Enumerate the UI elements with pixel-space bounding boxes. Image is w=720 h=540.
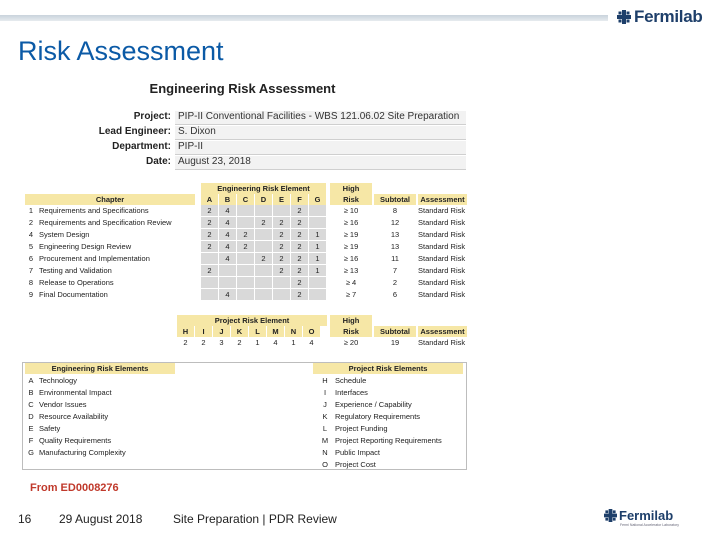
high-risk-threshold: ≥ 19 [343, 242, 359, 251]
eng-score [237, 265, 254, 276]
row-number: 8 [28, 278, 34, 287]
proj-high-risk-threshold: ≥ 20 [343, 338, 359, 347]
proj-col-J: J [213, 326, 230, 337]
eng-score: 2 [237, 229, 254, 240]
eng-score [237, 253, 254, 264]
eng-score [309, 205, 326, 216]
eng-legend-key: A [28, 376, 34, 385]
eng-score: 2 [201, 265, 218, 276]
high-risk-threshold: ≥ 16 [343, 218, 359, 227]
page-title: Risk Assessment [18, 36, 224, 66]
subtotal-value: 13 [390, 242, 400, 251]
eng-legend-key: D [28, 412, 34, 421]
eng-score: 2 [273, 229, 290, 240]
meta-value: S. Dixon [175, 126, 466, 140]
high-risk-header-2: Risk [330, 194, 372, 205]
proj-assessment-header: Assessment [418, 326, 467, 337]
page-number: 16 [18, 512, 32, 526]
eng-score: 4 [219, 229, 236, 240]
eng-score: 2 [273, 253, 290, 264]
eng-score [255, 205, 272, 216]
header-rule [0, 15, 608, 21]
proj-col-H: H [177, 326, 194, 337]
proj-col-N: N [285, 326, 302, 337]
eng-score [219, 277, 236, 288]
eng-score [273, 289, 290, 300]
proj-legend-label: Project Cost [335, 460, 376, 469]
eng-legend-label: Environmental Impact [39, 388, 112, 397]
proj-legend-key: N [322, 448, 328, 457]
eng-score: 1 [309, 229, 326, 240]
eng-score: 1 [309, 241, 326, 252]
proj-score: 4 [273, 338, 278, 347]
row-number: 2 [28, 218, 34, 227]
subtotal-value: 8 [392, 206, 398, 215]
chapter-header: Chapter [25, 194, 195, 205]
eng-group-header: Engineering Risk Element [201, 183, 326, 194]
eng-score: 2 [291, 241, 308, 252]
subtotal-value: 7 [392, 266, 398, 275]
fermilab-mark-icon [604, 509, 617, 522]
proj-score: 3 [219, 338, 224, 347]
eng-score: 1 [309, 265, 326, 276]
footer-text: Site Preparation | PDR Review [173, 512, 337, 526]
row-number: 5 [28, 242, 34, 251]
eng-score: 2 [201, 241, 218, 252]
eng-score: 2 [255, 217, 272, 228]
eng-score [255, 277, 272, 288]
eng-score: 2 [291, 205, 308, 216]
eng-score [219, 265, 236, 276]
high-risk-threshold: ≥ 13 [343, 266, 359, 275]
eng-score: 2 [291, 265, 308, 276]
eng-score: 2 [273, 217, 290, 228]
eng-score [237, 277, 254, 288]
proj-high-risk-header: High [330, 315, 372, 326]
proj-score: 2 [237, 338, 242, 347]
chapter-name: Engineering Design Review [39, 242, 132, 251]
proj-legend-key: O [322, 460, 328, 469]
proj-group-header: Project Risk Element [177, 315, 327, 326]
eng-score: 4 [219, 217, 236, 228]
meta-row [17, 141, 468, 155]
eng-score [255, 229, 272, 240]
proj-subtotal-value: 19 [390, 338, 400, 347]
eng-col-A: A [201, 194, 218, 205]
eng-legend-header: Engineering Risk Elements [25, 363, 175, 374]
row-number: 9 [28, 290, 34, 299]
eng-score: 4 [219, 241, 236, 252]
meta-row [17, 126, 468, 140]
assessment-header: Assessment [418, 194, 467, 205]
proj-col-O: O [303, 326, 320, 337]
eng-score: 2 [291, 277, 308, 288]
proj-legend-label: Interfaces [335, 388, 368, 397]
eng-legend-label: Resource Availability [39, 412, 109, 421]
eng-score [255, 265, 272, 276]
fermilab-mark-icon [617, 10, 631, 24]
assessment-value: Standard Risk [418, 290, 466, 299]
eng-score [237, 289, 254, 300]
high-risk-threshold: ≥ 16 [343, 254, 359, 263]
eng-score [309, 277, 326, 288]
meta-label: Date: [145, 156, 171, 167]
eng-col-B: B [219, 194, 236, 205]
eng-score: 2 [201, 229, 218, 240]
meta-label: Lead Engineer: [98, 126, 171, 137]
chapter-name: Release to Operations [39, 278, 114, 287]
sheet-title: Engineering Risk Assessment [149, 81, 336, 96]
eng-legend-label: Technology [39, 376, 77, 385]
footer-logo-subtitle: Fermi National Accelerator Laboratory [620, 523, 679, 527]
assessment-value: Standard Risk [418, 230, 466, 239]
row-number: 1 [28, 206, 34, 215]
assessment-value: Standard Risk [418, 242, 466, 251]
eng-legend-key: E [28, 424, 34, 433]
proj-score: 1 [291, 338, 296, 347]
high-risk-threshold: ≥ 7 [345, 290, 357, 299]
proj-col-M: M [267, 326, 284, 337]
eng-score: 2 [255, 253, 272, 264]
eng-score: 2 [201, 217, 218, 228]
eng-score [309, 217, 326, 228]
proj-legend-key: K [322, 412, 328, 421]
eng-legend-key: B [28, 388, 34, 397]
meta-value: August 23, 2018 [175, 156, 466, 170]
eng-score: 2 [273, 241, 290, 252]
chapter-name: Testing and Validation [39, 266, 112, 275]
fermilab-wordmark: Fermilab [634, 7, 703, 26]
eng-score [201, 253, 218, 264]
subtotal-value: 12 [390, 218, 400, 227]
chapter-name: System Design [39, 230, 90, 239]
row-number: 4 [28, 230, 34, 239]
proj-score: 4 [309, 338, 314, 347]
eng-col-C: C [237, 194, 254, 205]
fermilab-logo [617, 7, 702, 27]
row-number: 6 [28, 254, 34, 263]
eng-score [273, 277, 290, 288]
proj-legend-label: Project Funding [335, 424, 388, 433]
proj-legend-key: I [323, 388, 327, 397]
eng-score [201, 289, 218, 300]
meta-row [17, 156, 468, 170]
eng-col-E: E [273, 194, 290, 205]
eng-score [201, 277, 218, 288]
high-risk-threshold: ≥ 4 [345, 278, 357, 287]
eng-legend-key: F [28, 436, 34, 445]
eng-col-G: G [309, 194, 326, 205]
source-reference: From ED0008276 [30, 482, 119, 494]
chapter-name: Procurement and Implementation [39, 254, 150, 263]
meta-label: Project: [133, 111, 171, 122]
eng-score [237, 205, 254, 216]
assessment-value: Standard Risk [418, 266, 466, 275]
proj-score: 2 [201, 338, 206, 347]
eng-legend-key: C [28, 400, 34, 409]
eng-legend-label: Safety [39, 424, 61, 433]
eng-score: 4 [219, 253, 236, 264]
eng-legend-key: G [28, 448, 34, 457]
eng-score: 4 [219, 205, 236, 216]
eng-legend-label: Quality Requirements [39, 436, 112, 445]
eng-score: 1 [309, 253, 326, 264]
eng-legend-label: Manufacturing Complexity [39, 448, 126, 457]
proj-legend-key: L [322, 424, 328, 433]
proj-legend-label: Experience / Capability [335, 400, 412, 409]
subtotal-value: 2 [392, 278, 398, 287]
proj-score: 2 [183, 338, 188, 347]
meta-value: PIP-II [175, 141, 466, 155]
eng-score: 2 [291, 217, 308, 228]
eng-score [309, 289, 326, 300]
footer-logo [604, 508, 679, 527]
eng-score [255, 241, 272, 252]
proj-legend-key: J [323, 400, 327, 409]
proj-assessment-value: Standard Risk [418, 338, 466, 347]
proj-legend-label: Project Reporting Requirements [335, 436, 442, 445]
eng-score: 4 [219, 289, 236, 300]
assessment-value: Standard Risk [418, 218, 466, 227]
proj-high-risk-header-2: Risk [330, 326, 372, 337]
proj-legend-label: Public Impact [335, 448, 381, 457]
meta-label: Department: [112, 141, 171, 152]
subtotal-value: 11 [391, 254, 399, 263]
subtotal-header: Subtotal [374, 194, 416, 205]
high-risk-threshold: ≥ 10 [343, 206, 359, 215]
eng-score: 2 [291, 253, 308, 264]
proj-legend-key: H [322, 376, 328, 385]
chapter-name: Requirements and Specifications [39, 206, 149, 215]
subtotal-value: 13 [390, 230, 400, 239]
high-risk-header: High [330, 183, 372, 194]
eng-score [237, 217, 254, 228]
assessment-value: Standard Risk [418, 206, 466, 215]
eng-col-F: F [291, 194, 308, 205]
proj-legend-label: Regulatory Requirements [335, 412, 421, 421]
eng-score: 2 [201, 205, 218, 216]
proj-col-I: I [195, 326, 212, 337]
eng-legend-label: Vendor Issues [39, 400, 87, 409]
proj-legend-key: M [321, 436, 329, 445]
eng-score: 2 [273, 265, 290, 276]
eng-score: 2 [291, 289, 308, 300]
proj-subtotal-header: Subtotal [374, 326, 416, 337]
row-number: 7 [28, 266, 34, 275]
risk-assessment-sheet [17, 77, 468, 470]
proj-col-L: L [249, 326, 266, 337]
chapter-name: Final Documentation [39, 290, 108, 299]
eng-score: 2 [237, 241, 254, 252]
assessment-value: Standard Risk [418, 278, 466, 287]
subtotal-value: 6 [392, 290, 398, 299]
proj-col-K: K [231, 326, 248, 337]
assessment-value: Standard Risk [418, 254, 466, 263]
proj-legend-label: Schedule [335, 376, 367, 385]
chapter-name: Requirements and Specification Review [39, 218, 172, 227]
eng-score [255, 289, 272, 300]
eng-col-D: D [255, 194, 272, 205]
meta-value: PIP-II Conventional Facilities - WBS 121.06.02 Site Preparation [175, 111, 466, 125]
footer-logo-wordmark: Fermilab [619, 508, 674, 523]
eng-score [273, 205, 290, 216]
high-risk-threshold: ≥ 19 [343, 230, 359, 239]
proj-score: 1 [255, 338, 260, 347]
meta-row [17, 111, 468, 125]
footer-date: 29 August 2018 [59, 512, 143, 526]
proj-legend-header: Project Risk Elements [313, 363, 463, 374]
eng-score: 2 [291, 229, 308, 240]
